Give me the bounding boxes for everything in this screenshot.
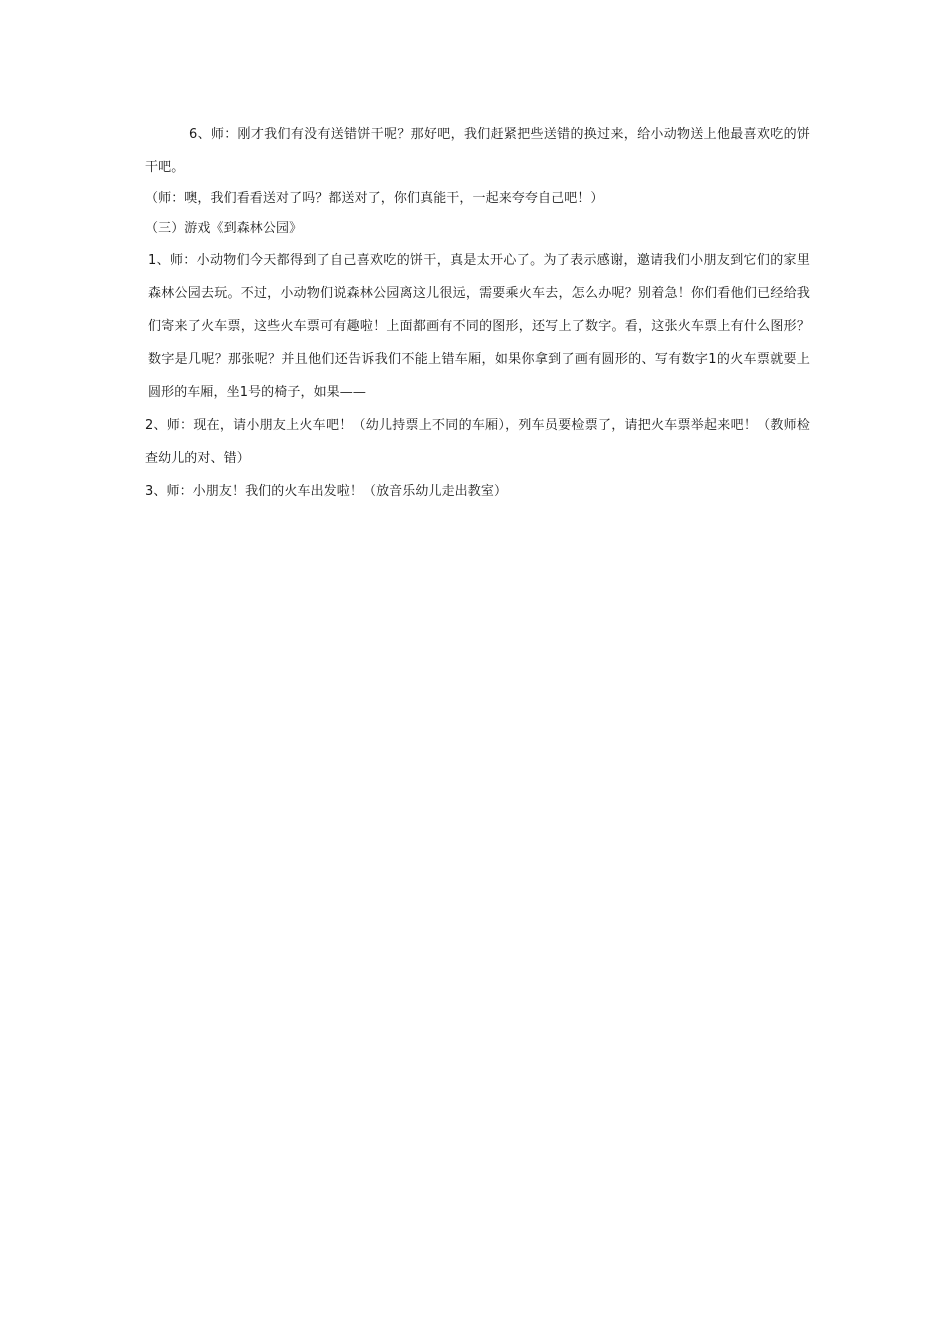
paragraph-step-6 [145, 118, 810, 184]
step-number: 1 [148, 253, 157, 268]
paragraph-teacher-remark [145, 184, 810, 214]
paragraph-text: 的火车票就要上圆形的车厢，坐 [148, 352, 810, 400]
paragraph-step-3 [145, 475, 810, 508]
paragraph-text: （师：噢，我们看看送对了吗？都送对了，你们真能干，一起来夸夸自己吧！） [145, 191, 604, 206]
paragraph-text: 、师：小动物们今天都得到了自己喜欢吃的饼干，真是太开心了。为了表示感谢，邀请我们小朋友到它们的家里森林公园去玩。不过，小动物们说森林公园离这儿很远，需要乘火车去，怎么办呢？别着急！你们看他们已经给我们寄来了火车票，这些火车票可有趣啦！上面都画有不同的图形，还写上了数字。看，这张火车票上有什么图形？数字是几呢？那张呢？并且他们还告诉我们不能上错车厢，如果你拿到了画有圆形的、写有数字 [148, 253, 810, 367]
inline-number: 1 [708, 352, 717, 367]
inline-number: 1 [239, 385, 249, 400]
paragraph-text: 号的椅子，如果—— [248, 385, 366, 400]
section-heading-game [145, 214, 810, 244]
paragraph-text: 、师：现在，请小朋友上火车吧！（幼儿持票上不同的车厢），列车员要检票了，请把火车票举起来吧！（教师检查幼儿的对、错） [145, 418, 810, 466]
step-number: 3 [145, 484, 154, 499]
paragraph-text: 、师：刚才我们有没有送错饼干呢？那好吧，我们赶紧把些送错的换过来，给小动物送上他最喜欢吃的饼干吧。 [145, 127, 810, 175]
paragraph-step-2 [145, 409, 810, 475]
document-body [145, 118, 810, 508]
paragraph-step-1 [145, 244, 810, 409]
step-number: 6 [189, 127, 198, 142]
paragraph-text: 、师：小朋友！我们的火车出发啦！（放音乐幼儿走出教室） [153, 484, 508, 499]
paragraph-text: （三）游戏《到森林公园》 [145, 221, 303, 236]
step-number: 2 [145, 418, 154, 433]
